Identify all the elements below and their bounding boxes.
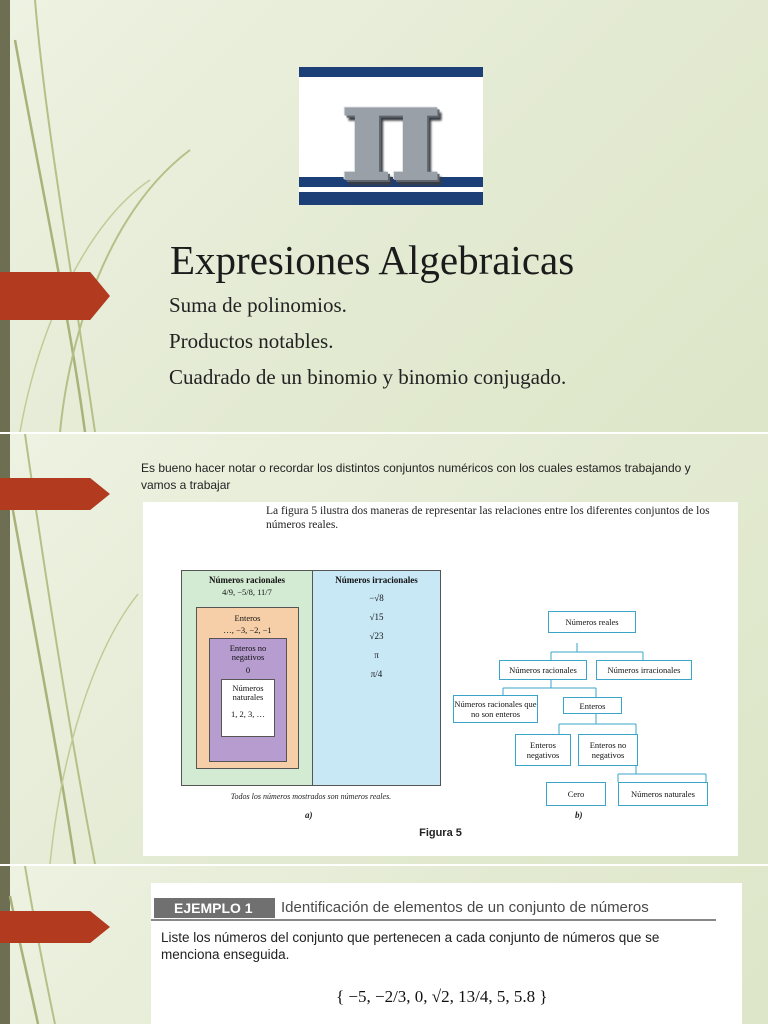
irrational-region: [313, 571, 440, 785]
figure-caption: La figura 5 ilustra dos maneras de representar las relaciones entre los diferentes conjuntos de los números reales.: [266, 505, 710, 531]
tree-node-cero: Cero: [546, 782, 606, 806]
textbook-figure: [143, 502, 738, 856]
topic-item: Suma de polinomios.: [169, 293, 347, 317]
tree-node-no-enteros: Números racionales que no son enteros: [453, 695, 538, 723]
textbook-example: [151, 883, 742, 1024]
irrational-title: Números irracionales: [335, 575, 418, 585]
integers-region: [196, 607, 299, 769]
slide-title: [0, 0, 768, 432]
topic-item: Productos notables.: [169, 329, 334, 353]
irrational-value: −√8: [369, 593, 384, 603]
tree-node-irracionales: Números irracionales: [596, 660, 692, 680]
rational-examples: 4/9, −5/8, 11/7: [222, 587, 272, 597]
pi-icon: π: [339, 67, 443, 205]
pi-logo: [299, 67, 483, 205]
example-title: Identificación de elementos de un conjunto de números: [281, 899, 649, 916]
irrational-value: √15: [369, 612, 384, 622]
figure-a-label: a): [305, 810, 313, 820]
integers-values: …, −3, −2, −1: [223, 625, 272, 635]
slide-arrow: [0, 478, 110, 510]
irrational-value: π: [374, 650, 379, 660]
tree-node-reales: Números reales: [548, 611, 636, 633]
irrational-value: √23: [369, 631, 384, 641]
topic-list: [169, 290, 566, 398]
intro-text: Es bueno hacer notar o recordar los distintos conjuntos numéricos con los cuales estamos trabajando y vamos a trabajar: [141, 461, 691, 492]
slide-number-sets: [0, 434, 768, 864]
grass-decoration: [0, 866, 140, 1024]
rational-title: Números racionales: [208, 575, 286, 585]
irrational-list: [313, 589, 440, 684]
tree-node-naturales: Números naturales: [618, 782, 708, 806]
tree-node-negativos: Enteros negativos: [515, 734, 571, 766]
natural-title: Números naturales: [232, 683, 264, 702]
natural-values: 1, 2, 3, …: [231, 709, 265, 719]
topic-item: Cuadrado de un binomio y binomio conjugado.: [169, 365, 567, 389]
nonneg-region: [209, 638, 287, 762]
natural-region: [221, 679, 275, 737]
example-banner: [151, 897, 716, 921]
figure-note: Todos los números mostrados son números reales.: [230, 792, 392, 801]
nonneg-title: Enteros no negativos: [229, 643, 267, 662]
tree-node-no-negativos: Enteros no negativos: [578, 734, 638, 766]
slide-example: [0, 866, 768, 1024]
irrational-value: π/4: [370, 669, 383, 679]
slide-arrow: [0, 911, 110, 943]
example-tag: EJEMPLO 1: [154, 898, 275, 918]
example-text: Liste los números del conjunto que pertenecen a cada conjunto de números que se menciona enseguida.: [161, 930, 660, 962]
tree-node-racionales: Números racionales: [499, 660, 587, 680]
nonneg-values: 0: [245, 665, 251, 675]
integers-title: Enteros: [234, 613, 261, 623]
slide-arrow: [0, 272, 110, 320]
figure-b-label: b): [575, 810, 583, 820]
rational-region: [182, 571, 313, 785]
venn-diagram: [181, 570, 441, 786]
example-set: { −5, −2/3, 0, √2, 13/4, 5, 5.8 }: [336, 987, 548, 1006]
tree-diagram: [448, 610, 728, 810]
figure-title: Figura 5: [419, 827, 462, 839]
slide-title-heading: Expresiones Algebraicas: [170, 237, 575, 283]
tree-node-enteros: Enteros: [563, 697, 622, 714]
